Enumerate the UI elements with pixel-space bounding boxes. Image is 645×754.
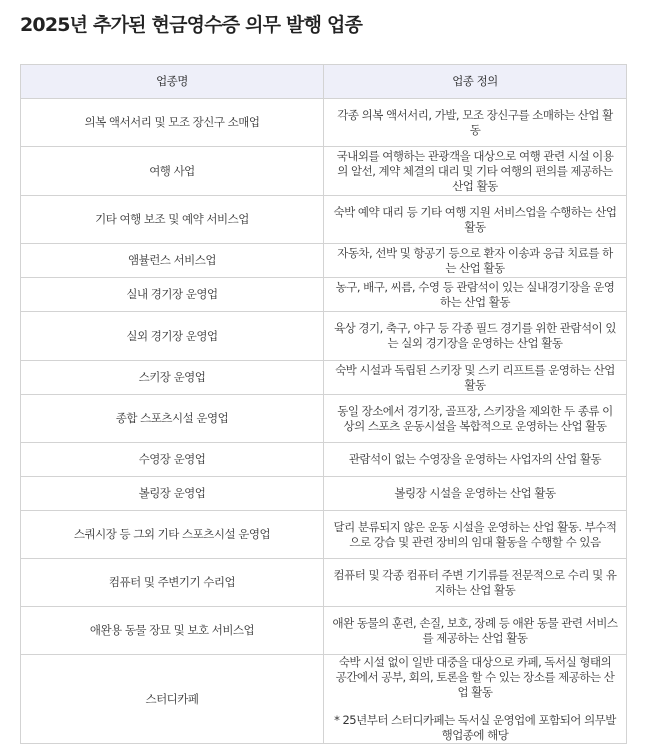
table-row — [21, 147, 627, 196]
definition-cell — [324, 655, 627, 744]
category-cell: 실내 경기장 운영업 — [21, 278, 324, 312]
table-row — [21, 655, 627, 744]
table-row — [21, 477, 627, 511]
definition-cell: 애완 동물의 훈련, 손질, 보호, 장례 등 애완 동물 관련 서비스를 제공하는 산업 활동 — [324, 607, 627, 655]
category-cell: 볼링장 운영업 — [21, 477, 324, 511]
definition-cell: 볼링장 시설을 운영하는 산업 활동 — [324, 477, 627, 511]
table-row — [21, 361, 627, 395]
table-row — [21, 395, 627, 443]
table-header-row — [21, 65, 627, 99]
table-row — [21, 99, 627, 147]
definition-cell: 숙박 시설과 독립된 스키장 및 스키 리프트를 운영하는 산업 활동 — [324, 361, 627, 395]
table-row — [21, 278, 627, 312]
category-cell: 스터디카페 — [21, 655, 324, 744]
definition-cell: 달리 분류되지 않은 운동 시설을 운영하는 산업 활동. 부수적으로 강습 및 관련 장비의 임대 활동을 수행할 수 있음 — [324, 511, 627, 559]
table-row — [21, 196, 627, 244]
definition-cell: 동일 장소에서 경기장, 골프장, 스키장을 제외한 두 종류 이상의 스포츠 운동시설을 복합적으로 운영하는 산업 활동 — [324, 395, 627, 443]
table-row — [21, 511, 627, 559]
category-cell: 스키장 운영업 — [21, 361, 324, 395]
definition-cell: 자동차, 선박 및 항공기 등으로 환자 이송과 응급 치료를 하는 산업 활동 — [324, 244, 627, 278]
page-title: 2025년 추가된 현금영수증 의무 발행 업종 — [20, 14, 363, 36]
footnote: * 25년부터 스터디카페는 독서실 운영업에 포함되어 의무발행업종에 해당 — [334, 713, 616, 742]
table-row — [21, 244, 627, 278]
category-cell: 기타 여행 보조 및 예약 서비스업 — [21, 196, 324, 244]
definition-cell: 국내외를 여행하는 관광객을 대상으로 여행 관련 시설 이용의 알선, 계약 체결의 대리 및 기타 여행의 편의를 제공하는 산업 활동 — [324, 147, 627, 196]
table-row — [21, 312, 627, 361]
category-cell: 의복 액서서리 및 모조 장신구 소매업 — [21, 99, 324, 147]
category-cell: 앰뷸런스 서비스업 — [21, 244, 324, 278]
header-definition: 업종 정의 — [324, 65, 627, 99]
definition-cell: 각종 의복 액서서리, 가발, 모조 장신구를 소매하는 산업 활동 — [324, 99, 627, 147]
definition-cell: 농구, 배구, 씨름, 수영 등 관람석이 있는 실내경기장을 운영하는 산업 활동 — [324, 278, 627, 312]
header-category: 업종명 — [21, 65, 324, 99]
category-cell: 스쿼시장 등 그외 기타 스포츠시설 운영업 — [21, 511, 324, 559]
category-cell: 실외 경기장 운영업 — [21, 312, 324, 361]
definition-cell: 컴퓨터 및 각종 컴퓨터 주변 기기류를 전문적으로 수리 및 유지하는 산업 활동 — [324, 559, 627, 607]
table-row — [21, 559, 627, 607]
category-cell: 종합 스포츠시설 운영업 — [21, 395, 324, 443]
category-cell: 컴퓨터 및 주변기기 수리업 — [21, 559, 324, 607]
business-table — [20, 64, 627, 744]
definition-text: 숙박 시설 없이 일반 대중을 대상으로 카페, 독서실 형태의 공간에서 공부, 회의, 토론을 할 수 있는 장소를 제공하는 산업 활동 — [335, 655, 615, 699]
definition-cell: 관람석이 없는 수영장을 운영하는 사업자의 산업 활동 — [324, 443, 627, 477]
table-row — [21, 443, 627, 477]
category-cell: 여행 사업 — [21, 147, 324, 196]
table-row — [21, 607, 627, 655]
definition-cell: 육상 경기, 축구, 야구 등 각종 필드 경기를 위한 관람석이 있는 실외 경기장을 운영하는 산업 활동 — [324, 312, 627, 361]
definition-cell: 숙박 예약 대리 등 기타 여행 지원 서비스업을 수행하는 산업 활동 — [324, 196, 627, 244]
category-cell: 애완용 동물 장묘 및 보호 서비스업 — [21, 607, 324, 655]
category-cell: 수영장 운영업 — [21, 443, 324, 477]
